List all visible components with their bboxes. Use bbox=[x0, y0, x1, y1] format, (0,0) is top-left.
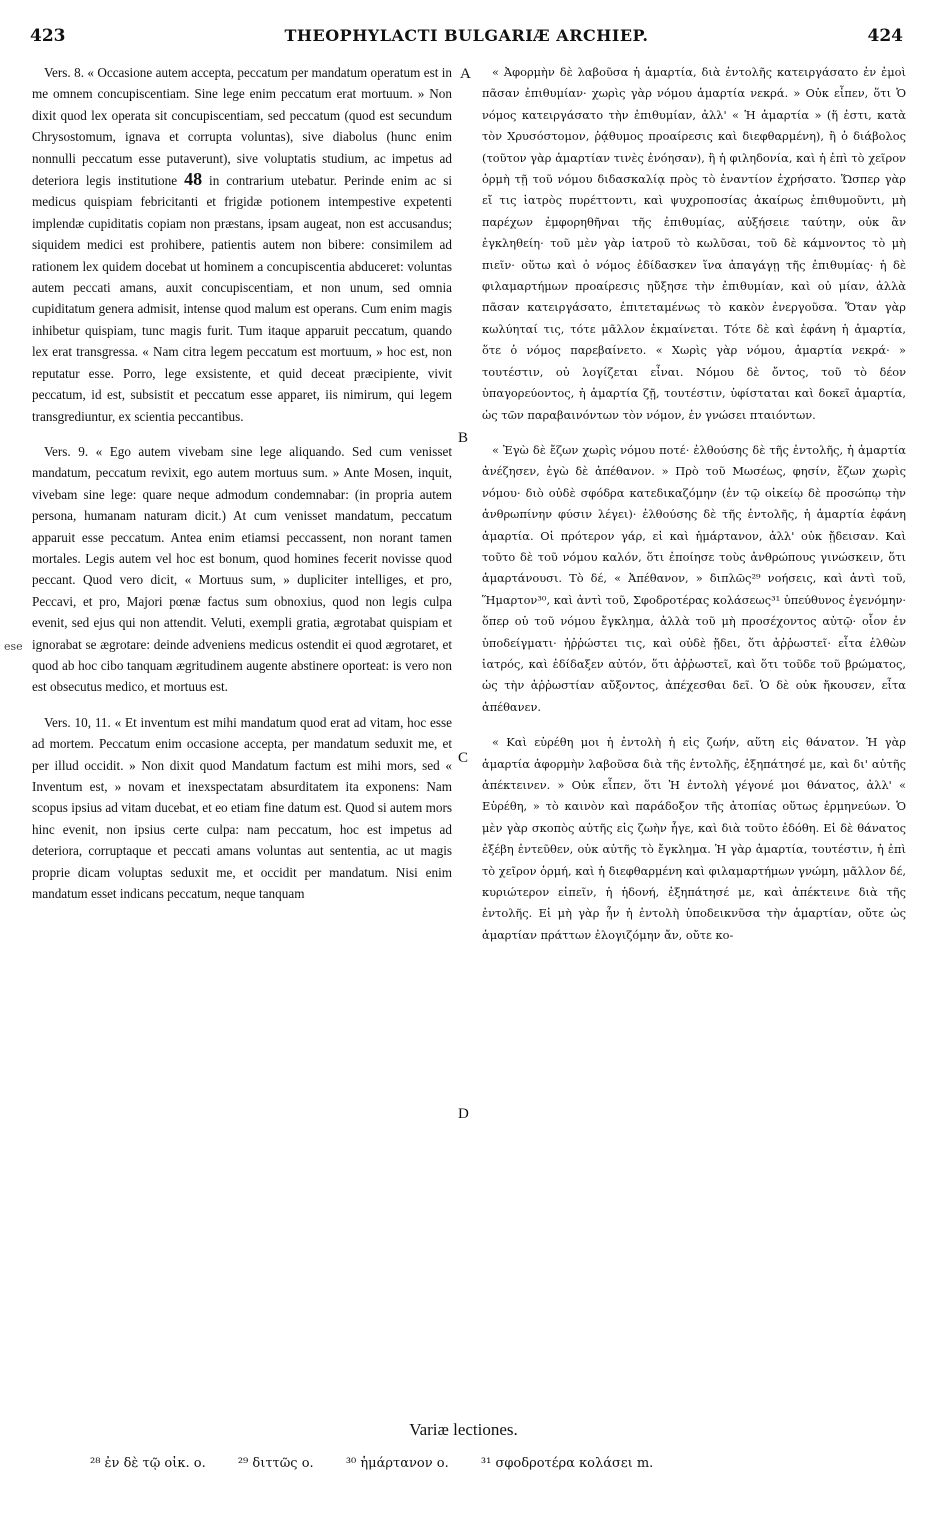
footnote: ³⁰ ἡμάρτανον ο. bbox=[345, 1456, 449, 1471]
latin-text: in contrarium utebatur. Perinde enim ac si medicus quispiam febricitanti et frigidæ potionem intempestive expetenti implendæ cupiditatis copiam non præstans, ipsam augeat, non est accusandus; siquidem medici est prohibere, patientis autem non bibere: consimilem ad rationem lex quidem docebat ut hominem a concupiscentia abduceret: voluntas autem peccati amans, auxit concupiscentiam, et non unum, sed omnia cupiditatum genera admisit, intense quod malum est operans. Cum enim magis inhibetur quispiam, tunc magis furit. Tum itaque apparuit peccatum, quando lex erat transgressa. « Nam citra legem peccatum est mortuum, » hoc est, non reputatur esse. Porro, lege exsistente, et quid deceat præcipiente, vivit peccatum, id est, subsistit et peccatum esse apparet, iis nimirum, qui legem transgrediuntur, ex scientia peccantibus. bbox=[32, 173, 452, 424]
greek-paragraph: « Καὶ εὑρέθη μοι ἡ ἐντολὴ ἡ εἰς ζωήν, αὕτη εἰς θάνατον. Ἡ γὰρ ἁμαρτία ἀφορμὴν λαβοῦσα διὰ τῆς ἐντολῆς, ἐξηπάτησέ με, καὶ δι' αὐτῆς ἀπέκτεινεν. » Οὐκ εἶπεν, ὅτι Ἡ ἐντολὴ γέγονέ μοι θάνατος, ἀλλ' « Εὑρέθη, » τὸ καινὸν καὶ παράδοξον τῆς ἀτοπίας οὕτως ἑρμηνεύων. Ὁ μὲν γὰρ σκοπὸς αὐτῆς εἰς ζωὴν ἦγε, καὶ διὰ τοῦτο ἐδόθη. Εἰ δὲ θάνατος ἐξέβη ἐντεῦθεν, οὐκ αὐτῆς τὸ ἔγκλημα. Ἡ γὰρ ἁμαρτία, τουτέστιν, ἡ ἐπὶ τὸ χεῖρον ὁρμή, καὶ ἡ διεφθαρμένη καὶ φιλαμαρτήμων γνώμη, μᾶλλον δέ, κυριώτερον εἰπεῖν, ἡ ἡδονή, ἐξηπάτησέ με, καὶ ἀπέκτεινε διὰ τῆς ἐντολῆς. Εἰ μὴ γὰρ ἦν ἡ ἐντολὴ ὑποδεικνῦσα τὴν ἁμαρτίαν, οὔτε ὡς ἁμαρτίαν πράττων ἐλογιζόμην ἄν, οὔτε κο- bbox=[482, 735, 906, 942]
greek-paragraph: « Ἐγὼ δὲ ἔζων χωρὶς νόμου ποτέ· ἐλθούσης δὲ τῆς ἐντολῆς, ἡ ἁμαρτία ἀνέζησεν, ἐγὼ δὲ ἀπέθανον. » Πρὸ τοῦ Μωσέως, φησίν, ἔζων χωρὶς νόμου· διὸ οὐδὲ σφόδρα κατεδικαζόμην (ἐν τῷ οἰκείῳ δὲ προσώπῳ τὴν ἀνθρωπίνην φύσιν λέγει)· ἐλθούσης δὲ τῆς ἐντολῆς, ἡ ἁμαρτία ἐφάνη ἁμαρτία. Οἱ πρότερον γάρ, εἰ καὶ ἡμάρτανον, ἀλλ' οὐκ ᾔδεισαν. Καὶ τοῦτο δὲ τοῦ νόμου καλόν, ὅτι ἐποίησε τοὺς ἀνθρώπους γινώσκειν, ὅτι ἁμαρτάνουσι. Τὸ δέ, « Ἀπέθανον, » διπλῶς²⁹ νοήσεις, καὶ ἀντὶ τοῦ, Ἥμαρτον³⁰, καὶ ἀντὶ τοῦ, Σφοδροτέρας κολάσεως³¹ ὑπεύθυνος ἐγενόμην· ὅπερ οὐ τοῦ νόμου ἔγκλημα, ἀλλὰ τοῦ μὴ προσέχοντος αὐτῷ· οἷον ἐν ὑποδείγματι· ἠῤῥώστει τις, καὶ οὐδὲ ᾔδει, ὅτι ἀῤῥωστεῖ· εἶτα ἐλθὼν ἰατρός, καὶ ἐδίδαξεν αὐτόν, ὅτι ἀῤῥωστεῖ, καὶ ὅτι τοῦδε τοῦ βρώματος, ὡς τὴν ἀῤῥωστίαν αὔξοντος, ἀπέχεσθαι δεῖ. Ὁ δὲ οὐκ ἤκουσεν, εἶτα ἀπέθανεν. bbox=[482, 442, 907, 714]
latin-column bbox=[32, 62, 452, 904]
latin-paragraph: Vers. 9. « Ego autem vivebam sine lege aliquando. Sed cum venisset mandatum, peccatum revixit, ego autem mortuus sum. » Ante Mosen, inquit, vivebam sine lege: quare neque admodum condemnabar: (in propria autem persona, humanam naturam dicit.) At cum venisset mandatum, peccatum apparuit esse peccatum. Antea enim etiamsi peccassent, non norant tamen mortales. Legis autem vel hoc est bonum, quod homines fecerit novisse quod peccant. Quod vero dicit, « Mortuus sum, » dupliciter intelliges, et pro, Peccavi, et pro, Majori pœnæ factus sum obnoxius, quod non legis culpa evenit, sed ejus qui non attendit. Veluti, exempli gratia, ægrotabat quispiam et ignorabat se ægrotare: deinde adveniens medicus ostendit ei quod ægrotaret, et quod ab hoc cibo tanquam ægritudinem augente abstinere oporteat: is vero non est obsecutus medico, et mortuus est. bbox=[32, 443, 452, 695]
running-title: THEOPHYLACTI BULGARIÆ ARCHIEP. bbox=[284, 26, 649, 45]
latin-paragraph: Vers. 10, 11. « Et inventum est mihi mandatum quod erat ad vitam, hoc esse ad mortem. Peccatum enim occasione accepta, per mandatum seduxit me, et per illud occidit. » Non dixit quod Mandatum factum est mihi mors, sed « Inventum est, » novam et inexspectatam absurditatem ita exponens: Nam scopus ipsius ad vitam ducebat, et eo etiam fine datum est. Quod si autem mors hinc evenit, non ipsius certe culpa: nam peccatum, hoc est impetus ad deteriora, corruptaque et peccati amans voluntas aut sententia, ac ut magis proprie dicam voluptas seduxit me, et occidit per mandatum. Nisi enim mandatum esset indicans peccatum, neque tanquam bbox=[32, 714, 452, 902]
footnote: ²⁹ διττῶς ο. bbox=[237, 1456, 314, 1471]
section-number: 48 bbox=[184, 169, 203, 190]
latin-paragraph bbox=[32, 62, 452, 427]
right-page-number: 424 bbox=[867, 26, 903, 46]
variae-lectiones-notes bbox=[90, 1456, 681, 1471]
greek-column bbox=[482, 62, 906, 946]
margin-marker-b: B bbox=[458, 430, 469, 446]
bleed-through-text: ese bbox=[4, 640, 23, 653]
footnote: ³¹ σφοδροτέρα κολάσει m. bbox=[480, 1456, 654, 1471]
page-header bbox=[30, 26, 903, 50]
margin-marker-d: D bbox=[458, 1106, 469, 1122]
margin-marker-c: C bbox=[458, 750, 469, 766]
latin-text: Vers. 8. « Occasione autem accepta, peccatum per mandatum operatum est in me omnem concupiscentiam. Sine lege enim peccatum erat mortuum. » Non dixit quod lex operata sit concupiscentiam, sed peccatum (quod est secundum Chrysostomum, ignava et corrupta voluntas), sive diabolus (hunc enim nonnulli peccatum esse putaverunt), sive voluptatis studium, ac impetus ad deteriora legis institutione bbox=[32, 65, 452, 189]
variae-lectiones-heading: Variæ lectiones. bbox=[409, 1420, 518, 1439]
margin-marker-a: A bbox=[460, 66, 471, 82]
greek-paragraph: « Ἀφορμὴν δὲ λαβοῦσα ἡ ἁμαρτία, διὰ ἐντολῆς κατειργάσατο ἐν ἐμοὶ πᾶσαν ἐπιθυμίαν· χωρὶς γὰρ νόμου ἁμαρτία νεκρά. » Οὐκ εἶπεν, ὅτι Ὁ νόμος κατειργάσατο τὴν ἐπιθυμίαν, ἀλλ' « Ἡ ἁμαρτία » (ἥ ἐστι, κατὰ τὸν Χρυσόστομον, ῥᾴθυμος προαίρεσις καὶ διεφθαρμένη), ἢ ὁ διάβολος (τοῦτον γὰρ ἁμαρτίαν τινὲς ἐνόησαν), ἢ ἡ φιληδονία, καὶ ἡ ἐπὶ τὸ χεῖρον ὁρμὴ τῇ τοῦ νόμου διδασκαλίᾳ πρὸς τὸ ἐναντίον ἐχρήσατο. Ὥσπερ γὰρ εἴ τις ἰατρὸς πυρέττοντι, καὶ ψυχροποσίας ἀκαίρως ἐπιθυμοῦντι, μὴ παρέχων ἐμφορηθῆναι τῆς ἐπιθυμίας, αὐξήσειε ταύτην, οὐκ ἂν ἐγκληθείη· τοῦ μὲν γὰρ ἰατροῦ τὸ κωλῦσαι, τοῦ δὲ κάμνοντος τὸ μὴ πιεῖν· οὕτω καὶ ὁ νόμος ἐδίδασκεν ἵνα ἀπαγάγῃ τῆς ἐπιθυμίας· ἡ δὲ φιλαμαρτήμων προαίρεσις ηὔξησε τὴν ἐπιθυμίαν, καὶ οὐ μίαν, ἀλλὰ πᾶσαν κατειργάσατο, ἐπιτεταμένως τὸ κακὸν ἐνεργοῦσα. Ὅταν γὰρ κωλύηταί τις, τότε μᾶλλον ἐκμαίνεται. Τότε δὲ καὶ ἐφάνη ἡ ἁμαρτία, ὅτε ὁ νόμος παρεβαίνετο. « Χωρὶς γὰρ νόμου, ἁμαρτία νεκρά· » τουτέστιν, οὐ λογίζεται εἶναι. Νόμου δὲ ὄντος, τοῦ τὸ δέον ὑπαγορεύοντος, ἡ ἁμαρτία ζῇ, τουτέστιν, ὑφίσταται καὶ δοκεῖ ἁμαρτία, ὡς τῶν παραβαινόντων τὸν νόμον, ἐν γνώσει πταιόντων. bbox=[482, 65, 906, 422]
left-page-number: 423 bbox=[30, 26, 66, 46]
footnote: ²⁸ ἐν δὲ τῷ οἰκ. ο. bbox=[90, 1456, 206, 1471]
